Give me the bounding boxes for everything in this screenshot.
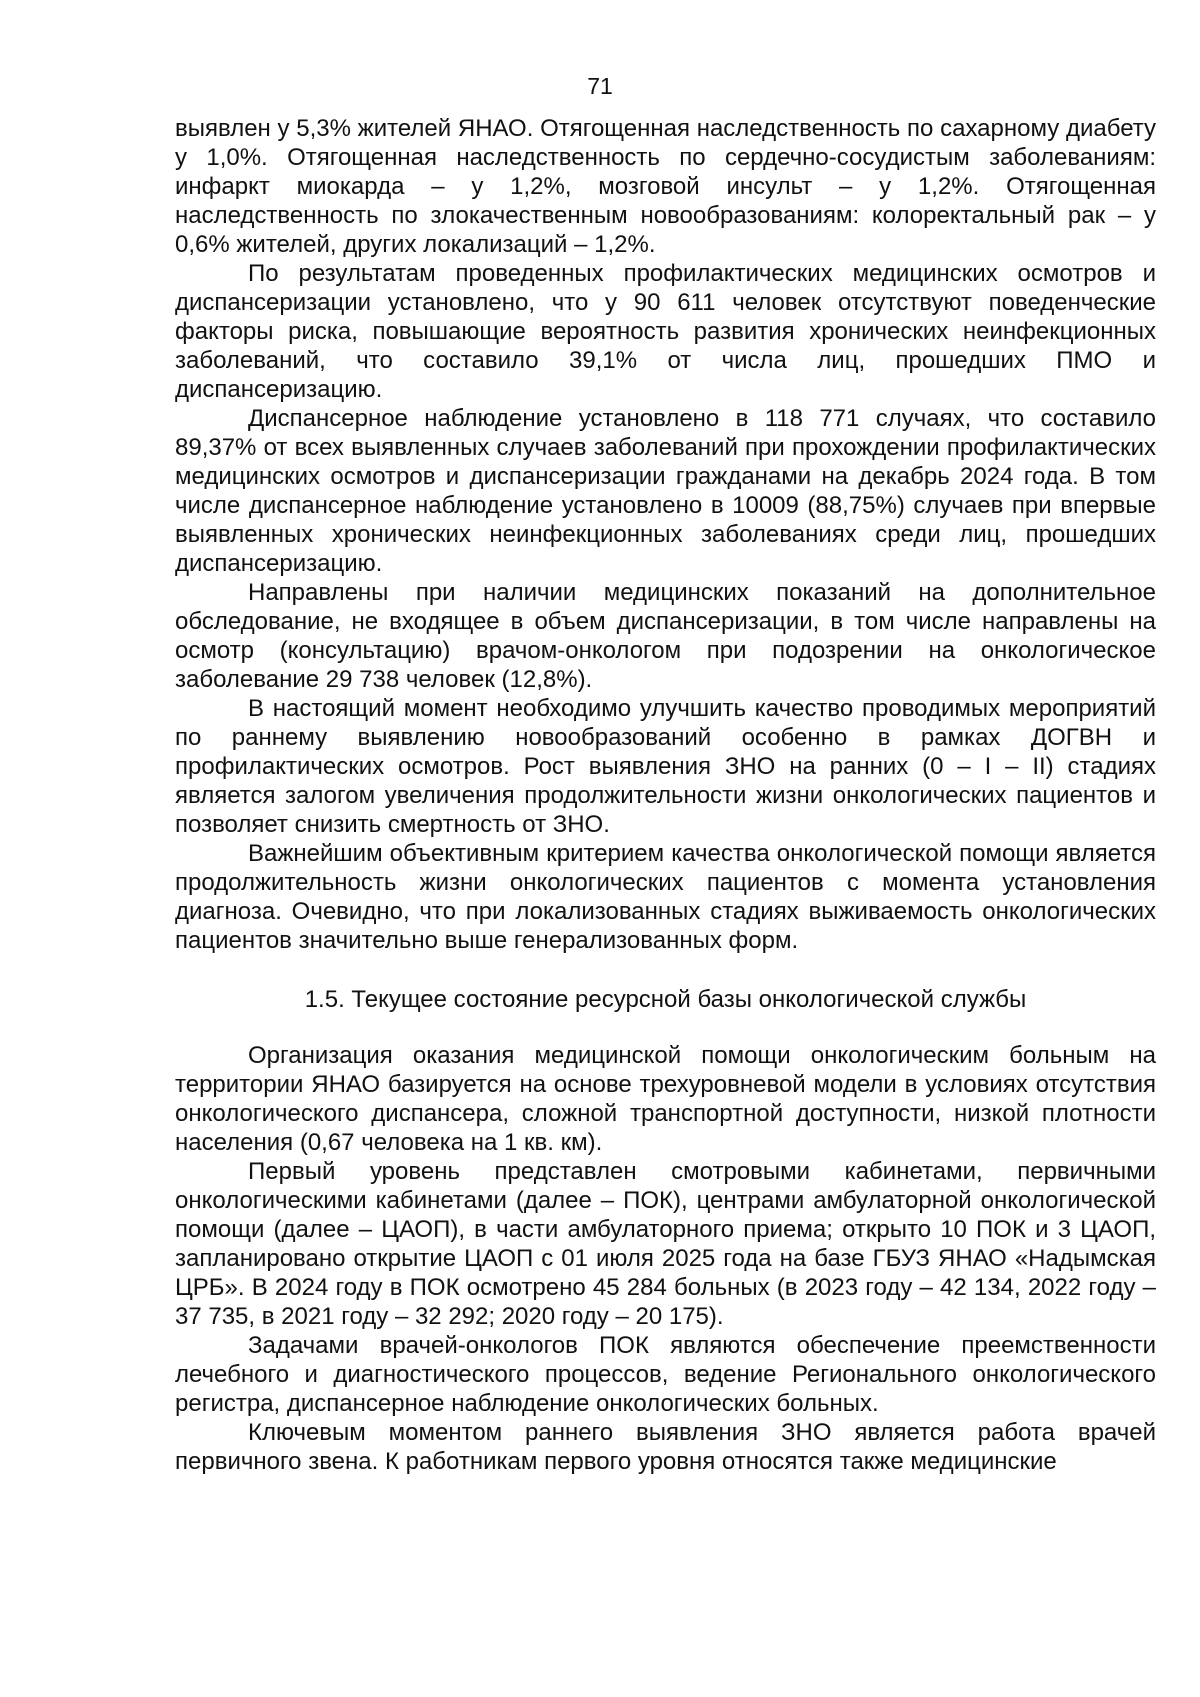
paragraph-early-detection: В настоящий момент необходимо улучшить качество проводимых мероприятий по раннему выявлению новообразований особенно в рамках ДОГВН и профилактических осмотров. Рост выявления ЗНО на ранних (0 – I – II) стадиях является залогом увеличения продолжительности жизни онкологических пациентов и позволяет снизить смертность от ЗНО.	[175, 695, 1156, 838]
paragraph-oncologist-tasks: Задачами врачей-онкологов ПОК являются обеспечение преемственности лечебного и диагностического процессов, ведение Регионального онкологического регистра, диспансерное наблюдение онкологических больных.	[175, 1332, 1156, 1417]
page-number: 71	[587, 73, 613, 99]
paragraph-survival-criterion: Важнейшим объективным критерием качества онкологической помощи является продолжительность жизни онкологических пациентов с момента установления диагноза. Очевидно, что при локализованных стадиях выживаемость онкологических пациентов значительно выше генерализованных форм.	[175, 840, 1156, 954]
paragraph-dispensary-observation: Диспансерное наблюдение установлено в 118 771 случаях, что составило 89,37% от всех выявленных случаев заболеваний при прохождении профилактических медицинских осмотров и диспансеризации гражданами на декабрь 2024 года. В том числе диспансерное наблюдение установлено в 10009 (88,75%) случаев при впервые выявленных хронических неинфекционных заболеваниях среди лиц, прошедших диспансеризацию.	[175, 405, 1156, 577]
paragraph-additional-examination: Направлены при наличии медицинских показаний на дополнительное обследование, не входящее в объем диспансеризации, в том числе направлены на осмотр (консультацию) врачом-онкологом при подозрении на онкологическое заболевание 29 738 человек (12,8%).	[175, 579, 1156, 693]
paragraph-first-level: Первый уровень представлен смотровыми кабинетами, первичными онкологическими кабинетами (далее – ПОК), центрами амбулаторной онкологической помощи (далее – ЦАОП), в части амбулаторного приема; открыто 10 ПОК и 3 ЦАОП, запланировано открытие ЦАОП с 01 июля 2025 года на базе ГБУЗ ЯНАО «Надымская ЦРБ». В 2024 году в ПОК осмотрено 45 284 больных (в 2023 году – 42 134, 2022 году – 37 735, в 2021 году – 32 292; 2020 году – 20 175).	[175, 1158, 1156, 1330]
page-body	[175, 114, 1156, 1476]
section-heading: 1.5. Текущее состояние ресурсной базы онкологической службы	[304, 986, 1027, 1013]
paragraph-risk-factors: По результатам проведенных профилактических медицинских осмотров и диспансеризации установлено, что у 90 611 человек отсутствуют поведенческие факторы риска, повышающие вероятность развития хронических неинфекционных заболеваний, что составило 39,1% от числа лиц, прошедших ПМО и диспансеризацию.	[175, 260, 1156, 403]
paragraph-three-level-model: Организация оказания медицинской помощи онкологическим больным на территории ЯНАО базируется на основе трехуровневой модели в условиях отсутствия онкологического диспансера, сложной транспортной доступности, низкой плотности населения (0,67 человека на 1 кв. км).	[175, 1042, 1156, 1156]
paragraph-primary-care-role: Ключевым моментом раннего выявления ЗНО является работа врачей первичного звена. К работникам первого уровня относятся также медицинские	[175, 1419, 1156, 1475]
paragraph-heredity-stats: выявлен у 5,3% жителей ЯНАО. Отягощенная наследственность по сахарному диабету у 1,0%. Отягощенная наследственность по сердечно-сосудистым заболеваниям: инфаркт миокарда – у 1,2%, мозговой инсульт – у 1,2%. Отягощенная наследственность по злокачественным новообразованиям: колоректальный рак – у 0,6% жителей, других локализаций – 1,2%.	[175, 115, 1156, 258]
